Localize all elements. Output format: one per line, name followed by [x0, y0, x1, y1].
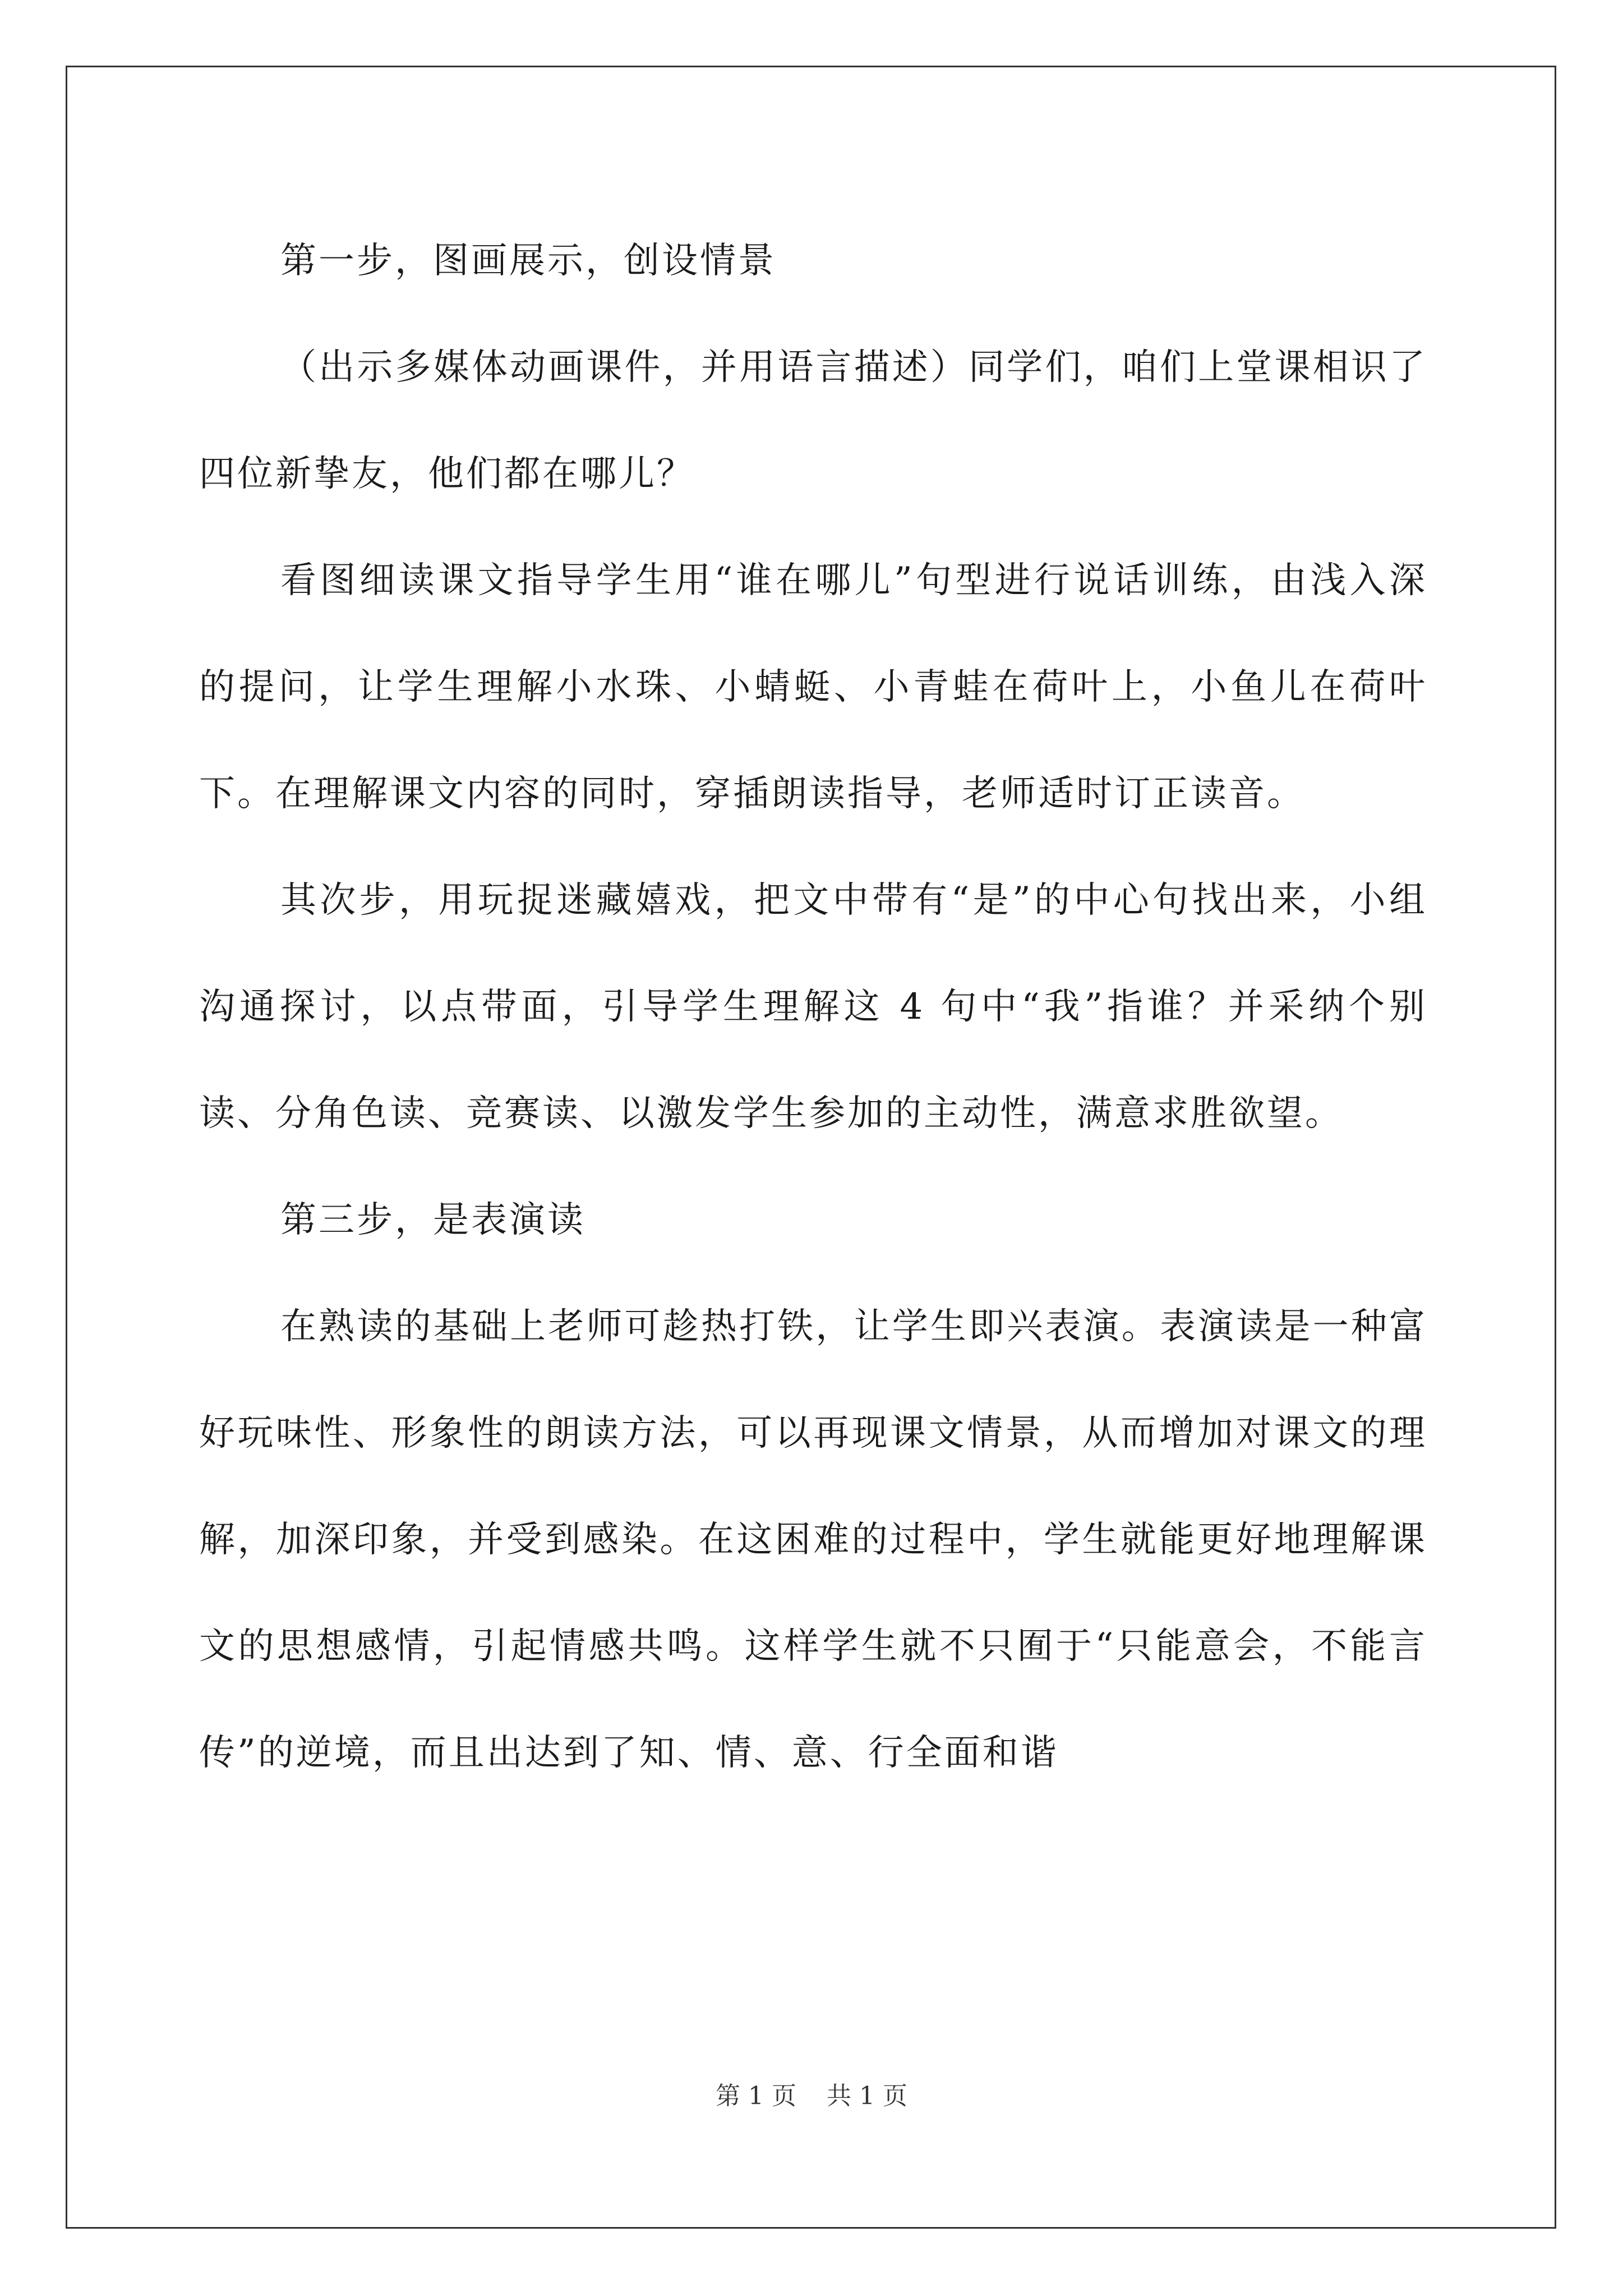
- document-body: [199, 208, 1427, 1806]
- paragraph-performance-reading: 在熟读的基础上老师可趁热打铁，让学生即兴表演。表演读是一种富好玩味性、形象性的朗读方法，可以再现课文情景，从而增加对课文的理解，加深印象，并受到感染。在这困难的过程中，学生就能更好地理解课文的思想感情，引起情感共鸣。这样学生就不只囿于“只能意会，不能言传”的逆境，而且出达到了知、情、意、行全面和谐: [199, 1306, 1427, 1774]
- paragraph-reading-guidance: 看图细读课文指导学生用“谁在哪儿”句型进行说话训练，由浅入深的提问，让学生理解小水珠、小蜻蜓、小青蛙在荷叶上，小鱼儿在荷叶下。在理解课文内容的同时，穿插朗读指导，老师适时订正读音。: [199, 560, 1427, 815]
- page-footer: [0, 2076, 1623, 2111]
- paragraph-step-one-heading: 第一步，图画展示，创设情景: [280, 240, 776, 282]
- page-total: 共 1 页: [827, 2082, 907, 2110]
- paragraph-step-two: 其次步，用玩捉迷藏嬉戏，把文中带有“是”的中心句找出来，小组沟通探讨，以点带面，引导学生理解这 4 句中“我”指谁？并采纳个别读、分角色读、竞赛读、以激发学生参加的主动性，满意求胜欲望。: [199, 880, 1427, 1134]
- paragraph-step-three-heading: 第三步，是表演读: [280, 1199, 585, 1241]
- paragraph-intro: （出示多媒体动画课件，并用语言描述）同学们，咱们上堂课相识了四位新挚友，他们都在哪儿？: [199, 347, 1427, 495]
- page-number: 第 1 页: [716, 2082, 796, 2110]
